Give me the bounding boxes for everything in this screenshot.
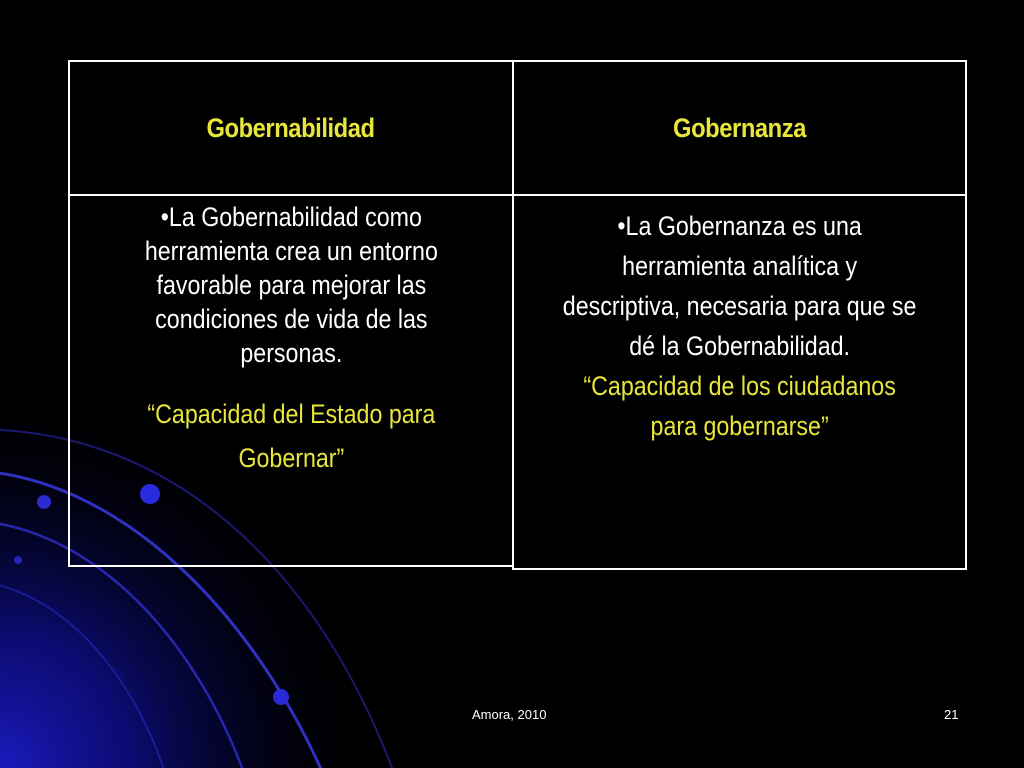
right-line-1: •La Gobernanza es una [617,211,862,241]
left-line-3: favorable para mejorar las [156,270,426,300]
left-line-1: •La Gobernabilidad como [160,202,422,232]
right-line-4: dé la Gobernabilidad. [629,331,850,361]
header-cell-left [68,60,514,196]
right-quote-line-1: “Capacidad de los ciudadanos [583,371,896,401]
left-line-2: herramienta crea un entorno [144,236,438,266]
heading-gobernabilidad: Gobernabilidad [206,112,376,143]
body-cell-right [512,194,967,570]
footer-author: Amora, 2010 [472,707,547,722]
left-line-5: personas. [240,338,342,368]
right-line-2: herramienta analítica y [622,251,857,281]
left-quote-line-1: “Capacidad del Estado para [147,399,435,429]
header-cell-right [512,60,967,196]
page-number: 21 [944,707,959,722]
body-cell-left [68,194,514,567]
right-quote-line-2: para gobernarse” [650,411,829,441]
heading-gobernanza: Gobernanza [673,112,806,143]
right-line-3: descriptiva, necesaria para que se [562,291,917,321]
right-body-text [563,206,917,446]
left-line-4: condiciones de vida de las [154,304,428,334]
left-body-text [144,200,437,480]
left-quote-line-2: Gobernar” [238,443,344,473]
